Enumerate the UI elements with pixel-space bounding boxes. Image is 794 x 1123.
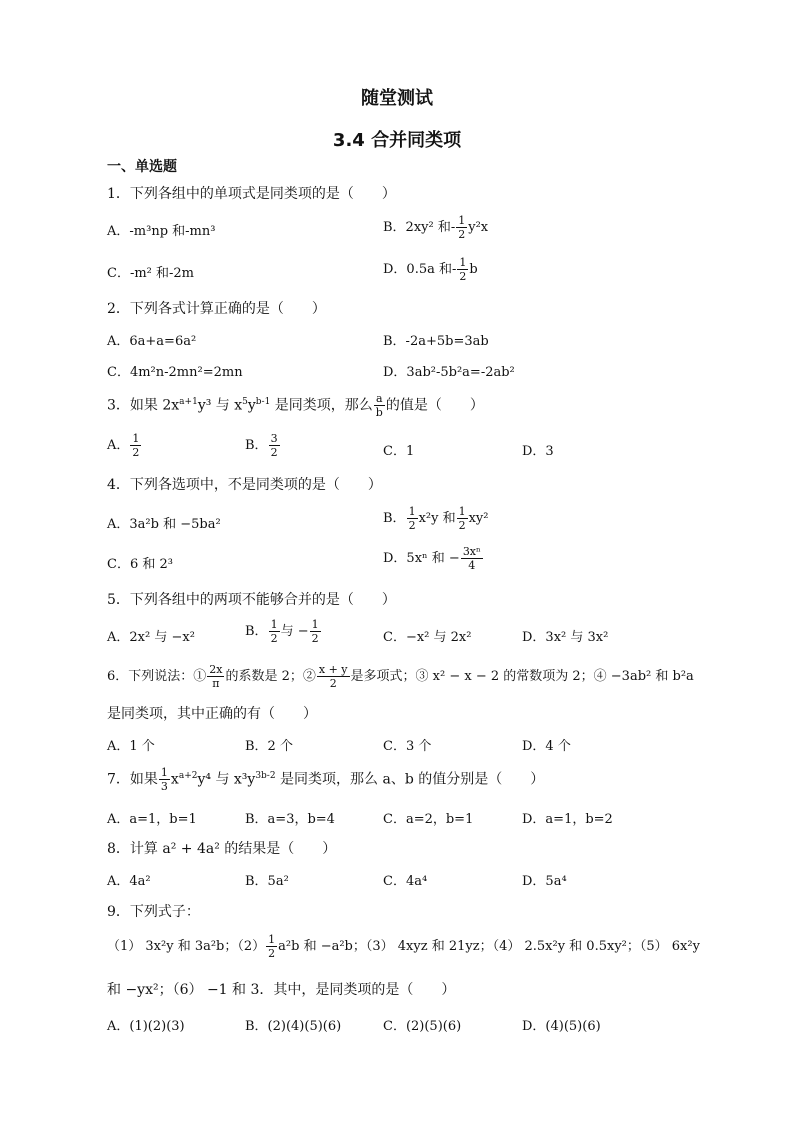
question-3-stem: 3．如果 $2x^{a+1}y^3$ 与 $x^5y^{b-1}$ 是同类项，那么 $\frac{a}{b}$ 的值是（ ）: [107, 392, 484, 419]
question-6-stem: 6．下列说法：① $\frac{2x}{\pi}$ 的系数是 2；② $\frac{x + y}{2}$ 是多项式；③ x² − x − 2 的常数项为 2；④ −3ab² 和 b²a: [107, 663, 694, 690]
question-2-option-a: A．6a+a=6a²: [107, 334, 197, 349]
question-6-option-c: C．3 个: [383, 739, 432, 754]
question-4-option-c: C．6 和 2³: [107, 557, 173, 572]
question-1-option-d: D．0.5a 和- $\frac{1}{2}$ b: [383, 256, 478, 283]
question-5-option-d: D．3x² 与 3x²: [522, 630, 609, 645]
question-2-option-b: B．-2a+5b=3ab: [383, 334, 489, 349]
section-heading: 一、单选题: [107, 159, 177, 175]
question-9-option-c: C．(2)(5)(6): [383, 1019, 462, 1034]
page-title: 随堂测试: [361, 88, 433, 109]
question-4-stem: 4．下列各选项中，不是同类项的是（ ）: [107, 477, 382, 493]
question-6-option-a: A．1 个: [107, 739, 155, 754]
question-5-option-b: B． $\frac{1}{2}$ 与 − $\frac{1}{2}$: [245, 618, 319, 645]
question-8-option-a: A．4a²: [107, 874, 151, 889]
question-1-option-c: C．-m² 和-2m: [107, 266, 195, 281]
question-9-stem: 9．下列式子：: [107, 904, 200, 920]
question-9-items-line-2: 和 −yx²；（6） −1 和 3．其中，是同类项的是（ ）: [107, 982, 456, 998]
question-7-option-c: C．a=2，b=1: [383, 812, 474, 827]
page-subtitle: 3.4 合并同类项: [332, 130, 462, 151]
question-8-option-c: C．4a⁴: [383, 874, 428, 889]
question-6-option-d: D．4 个: [522, 739, 571, 754]
question-6-stem-line-2: 是同类项，其中正确的有（ ）: [107, 706, 317, 722]
question-8-option-b: B．5a²: [245, 874, 289, 889]
question-3-option-b: B． $\frac{3}{2}$: [245, 432, 278, 459]
question-8-option-d: D．5a⁴: [522, 874, 567, 889]
question-9-option-a: A．(1)(2)(3): [107, 1019, 185, 1034]
question-1-option-a: A．-m³np 和-mn³: [107, 224, 216, 239]
question-1-stem: 1．下列各组中的单项式是同类项的是（ ）: [107, 186, 396, 202]
question-8-stem: 8．计算 a² + 4a² 的结果是（ ）: [107, 841, 337, 857]
question-3-option-d: D．3: [522, 444, 554, 459]
question-2-stem: 2．下列各式计算正确的是（ ）: [107, 301, 326, 317]
question-5-stem: 5．下列各组中的两项不能够合并的是（ ）: [107, 592, 396, 608]
question-9-option-d: D．(4)(5)(6): [522, 1019, 601, 1034]
question-2-option-c: C．4m²n-2mn²=2mn: [107, 365, 243, 380]
question-7-option-b: B．a=3，b=4: [245, 812, 335, 827]
question-3-option-a: A． $\frac{1}{2}$: [107, 432, 140, 459]
question-7-option-d: D．a=1，b=2: [522, 812, 613, 827]
question-9-items-line-1: （1） 3x²y 和 3a²b；（2） $\frac{1}{2}$ a²b 和 −a²b；（3） 4xyz 和 21yz；（4） 2.5x²y 和 0.5xy²；（5） 6x²y: [107, 933, 700, 960]
question-5-option-a: A．2x² 与 −x²: [107, 630, 195, 645]
question-4-option-b: B． $\frac{1}{2}$ x²y 和 $\frac{1}{2}$ xy²: [383, 505, 489, 532]
question-7-stem: 7．如果 $\frac{1}{3}$ $x^{a+2}y^4$ 与 $x^3y^{3b-2}$ 是同类项，那么 a、b 的值分别是（ ）: [107, 766, 545, 793]
question-7-option-a: A．a=1，b=1: [107, 812, 197, 827]
question-9-option-b: B．(2)(4)(5)(6): [245, 1019, 342, 1034]
question-4-option-a: A．3a²b 和 −5ba²: [107, 517, 221, 532]
question-1-option-b: B．2xy² 和- $\frac{1}{2}$ y²x: [383, 214, 489, 241]
question-6-option-b: B．2 个: [245, 739, 293, 754]
question-3-option-c: C．1: [383, 444, 415, 459]
question-2-option-d: D．3ab²-5b²a=-2ab²: [383, 365, 515, 380]
question-5-option-c: C．−x² 与 2x²: [383, 630, 472, 645]
question-4-option-d: D．5xⁿ 和 − $\frac{\text{3xⁿ}}{4}$: [383, 545, 481, 572]
